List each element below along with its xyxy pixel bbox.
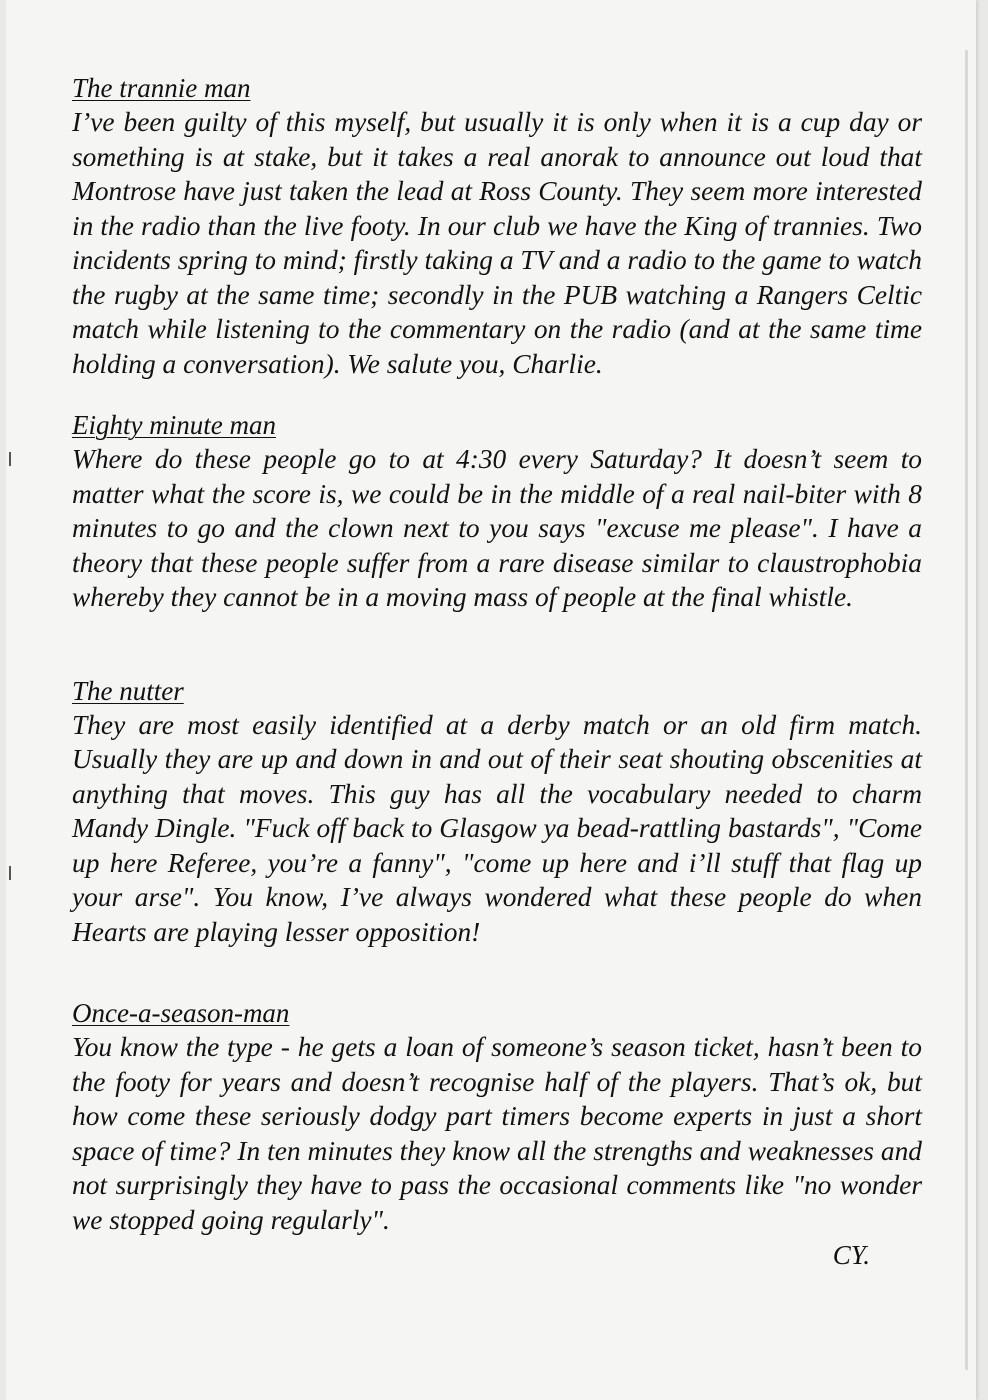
page-edge-shadow [965, 50, 968, 1370]
section-trannie-man [72, 72, 922, 381]
section-body: Where do these people go to at 4:30 every Saturday? It doesn’t seem to matter what the score is, we could be in the middle of a real nail-biter with 8 minutes to go and the clown next to you says "excuse me please". I have a theory that these people suffer from a rare disease similar to claustrophobia whereby they cannot be in a moving mass of people at the final whistle. [72, 444, 922, 612]
author-signature: CY. [832, 1240, 870, 1270]
section-eighty-minute-man [72, 409, 922, 615]
section-heading: Eighty minute man [72, 410, 276, 440]
section-body: I’ve been guilty of this myself, but usually it is only when it is a cup day or something is at stake, but it takes a real anorak to announce out loud that Montrose have just taken the lead at Ross County. They seem more interested in the radio than the live footy. In our club we have the King of trannies. Two incidents spring to mind; firstly taking a TV and a radio to the game to watch the rugby at the same time; secondly in the PUB watching a Rangers Celtic match while listening to the commentary on the radio (and at the same time holding a conversation). We salute you, Charlie. [72, 107, 922, 379]
binding-mark [9, 866, 11, 880]
section-heading: The trannie man [72, 73, 251, 103]
section-body: They are most easily identified at a derby match or an old firm match. Usually they are up and down in and out of their seat shouting obscenities at anything that moves. This guy has all the vocabulary needed to charm Mandy Dingle. "Fuck off back to Glasgow ya bead-rattling bastards", "Come up here Referee, you’re a fanny", "come up here and i’ll stuff that flag up your arse". You know, I’ve always wondered what these people do when Hearts are playing lesser opposition! [72, 709, 922, 947]
article-content [72, 72, 922, 1272]
page-sheet [6, 0, 976, 1400]
section-the-nutter [72, 675, 922, 950]
section-once-a-season-man [72, 997, 922, 1237]
binding-mark [9, 452, 11, 466]
section-heading: The nutter [72, 675, 184, 706]
section-heading: Once-a-season-man [72, 998, 290, 1028]
section-body: You know the type - he gets a loan of someone’s season ticket, hasn’t been to the footy for years and doesn’t recognise half of the players. That’s ok, but how come these seriously dodgy part timers become experts in just a short space of time? In ten minutes they know all the strengths and weaknesses and not surprisingly they have to pass the occasional comments like "no wonder we stopped going regularly". [72, 1032, 922, 1235]
